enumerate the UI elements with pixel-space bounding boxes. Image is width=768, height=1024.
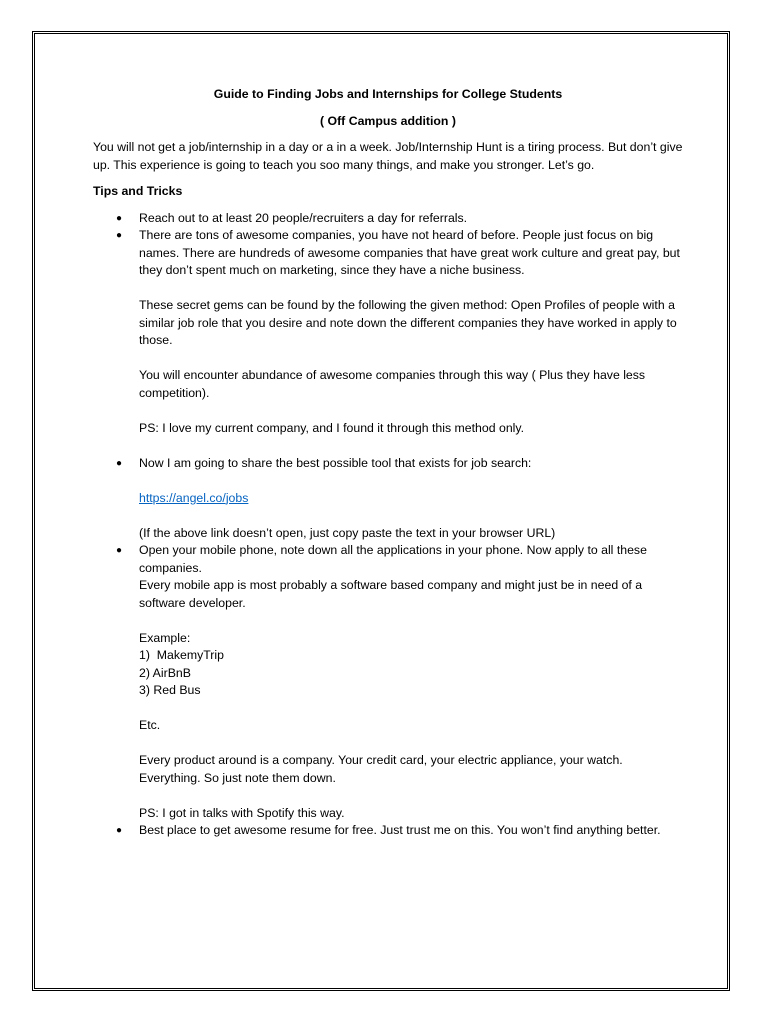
tips-heading: Tips and Tricks bbox=[93, 184, 183, 198]
bullet-icon: ● bbox=[116, 825, 123, 836]
tip-text: These secret gems can be found by the following the given method: Open Profiles of people with a similar job role that you desire and note down the different companies they have worked in apply to those. bbox=[139, 298, 677, 347]
tip-text: Best place to get awesome resume for free. Just trust me on this. You won’t find anything better. bbox=[139, 823, 661, 837]
document-title: Guide to Finding Jobs and Internships for College Students bbox=[213, 87, 563, 101]
tip-text: Every product around is a company. Your credit card, your electric appliance, your watch. Everything. So just note them down. bbox=[139, 753, 623, 785]
etc-text: Etc. bbox=[139, 718, 161, 732]
tip-text: You will encounter abundance of awesome companies through this way ( Plus they have less competition). bbox=[139, 368, 646, 400]
tip-text: Open your mobile phone, note down all the applications in your phone. Now apply to all these companies. bbox=[139, 543, 647, 575]
angel-jobs-link[interactable]: https://angel.co/jobs bbox=[139, 490, 249, 505]
tip-text: There are tons of awesome companies, you have not heard of before. People just focus on big names. There are hundreds of awesome companies that have great work culture and great pay, but they don’t spent much on marketing, since they have a niche business. bbox=[139, 228, 680, 277]
tips-list bbox=[93, 210, 683, 840]
bullet-icon: ● bbox=[116, 230, 123, 241]
list-item bbox=[93, 822, 683, 840]
document-body bbox=[93, 86, 683, 840]
example-label: Example: bbox=[139, 630, 191, 645]
list-item bbox=[93, 210, 683, 228]
example-item: 1) MakemyTrip bbox=[139, 648, 224, 662]
bullet-icon: ● bbox=[116, 212, 123, 224]
tip-text: Reach out to at least 20 people/recruiters a day for referrals. bbox=[139, 210, 468, 225]
document-subtitle: ( Off Campus addition ) bbox=[320, 113, 456, 128]
bullet-icon: ● bbox=[116, 545, 123, 556]
bullet-icon: ● bbox=[116, 457, 123, 469]
list-item bbox=[93, 455, 683, 543]
example-item: 2) AirBnB bbox=[139, 665, 191, 680]
tip-text: PS: I got in talks with Spotify this way. bbox=[139, 805, 345, 820]
tip-text: Now I am going to share the best possible tool that exists for job search: bbox=[139, 455, 532, 470]
tip-text: PS: I love my current company, and I found it through this method only. bbox=[139, 420, 525, 435]
intro-paragraph: You will not get a job/internship in a day or a in a week. Job/Internship Hunt is a tiring process. But don’t give up. This experience is going to teach you soo many things, and make you stronger. Let’s go. bbox=[93, 140, 683, 172]
tip-text: Every mobile app is most probably a software based company and might just be in need of a software developer. bbox=[139, 578, 643, 610]
example-item: 3) Red Bus bbox=[139, 683, 201, 697]
list-item bbox=[93, 227, 683, 455]
list-item bbox=[93, 542, 683, 822]
tip-text: (If the above link doesn’t open, just copy paste the text in your browser URL) bbox=[139, 525, 556, 540]
